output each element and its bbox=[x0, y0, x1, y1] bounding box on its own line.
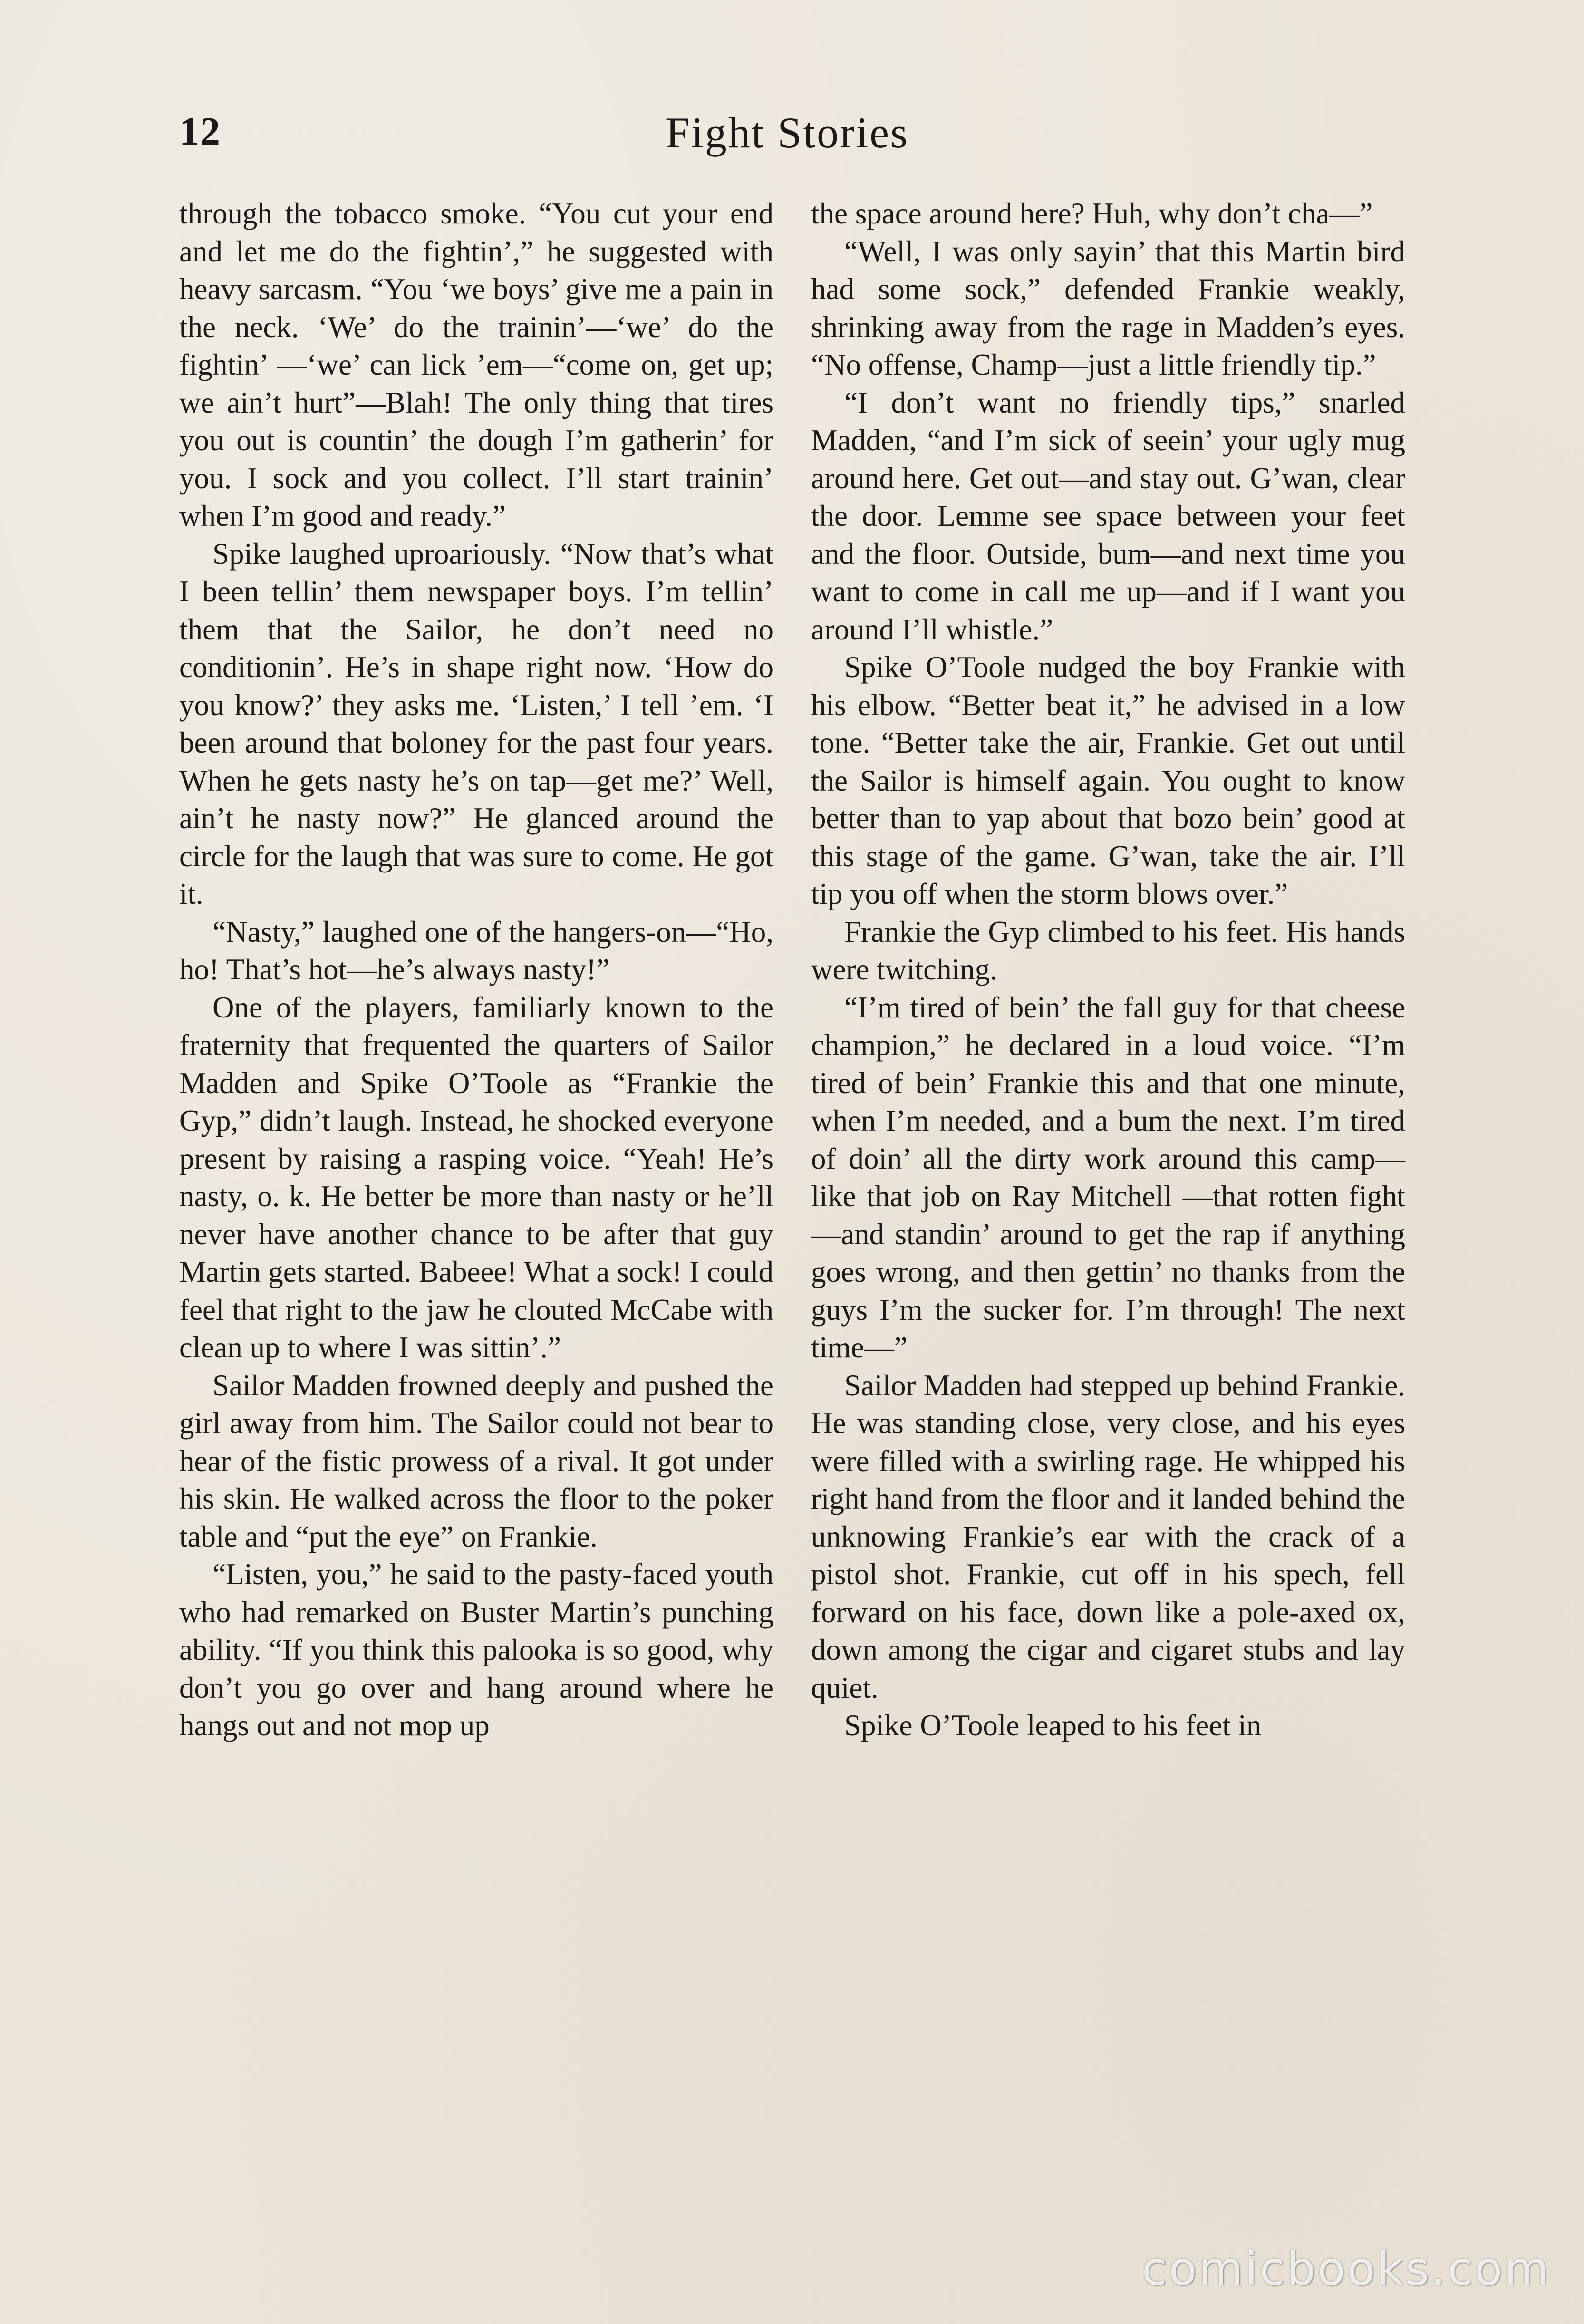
paragraph: through the tobacco smoke. “You cut your end and let me do the fightin’,” he suggested with heavy sarcasm. “You ‘we boys’ give me a pain in the neck. ‘We’ do the trainin’—‘we’ do the fightin’ —‘we’ can lick ’em—“come on, get up; we ain’t hurt”—Blah! The only thing that tires you out is countin’ the dough I’m gatherin’ for you. I sock and you collect. I’ll start trainin’ when I’m good and ready.” bbox=[179, 197, 773, 533]
paragraph: Spike O’Toole leaped to his feet in bbox=[844, 1709, 1262, 1742]
paragraph: One of the players, familiarly known to the fraternity that frequented the quarters of Sailor Madden and Spike O’Toole as “Frankie the Gyp,” didn’t laugh. Instead, he shocked everyone present by raising a rasping voice. “Yeah! He’s nasty, o. k. He better be more than nasty or he’ll never have another chance to be after that guy Martin gets started. Babeee! What a sock! I could feel that right to the jaw he clouted McCabe with clean up to where I was sittin’.” bbox=[179, 990, 773, 1364]
paragraph: Spike O’Toole nudged the boy Frankie with his elbow. “Better beat it,” he advised in a low tone. “Better take the air, Frankie. Get out until the Sailor is himself again. You ought to know better than to yap about that bozo bein’ good at this stage of the game. G’wan, take the air. I’ll tip you off when the storm blows over.” bbox=[811, 650, 1405, 910]
page-number: 12 bbox=[179, 109, 221, 154]
running-head-title: Fight Stories bbox=[666, 108, 909, 157]
paragraph: Sailor Madden had stepped up behind Frankie. He was standing close, very close, and his eyes were filled with a swirling rage. He whipped his right hand from the floor and it landed behind the unknowing Frankie’s ear with the crack of a pistol shot. Frankie, cut off in his spech, fell forward on his face, down like a pole-axed ox, down among the cigar and cigaret stubs and lay quiet. bbox=[811, 1368, 1405, 1704]
paragraph: the space around here? Huh, why don’t cha—” bbox=[811, 197, 1373, 230]
paragraph: “Listen, you,” he said to the pasty-faced youth who had remarked on Buster Martin’s punching ability. “If you think this palooka is so good, why don’t you go over and hang around where he hangs out and not mop up bbox=[179, 1558, 773, 1742]
paragraph: “I’m tired of bein’ the fall guy for that cheese champion,” he declared in a loud voice. “I’m tired of bein’ Frankie this and that one minute, when I’m needed, and a bum the next. I’m tired of doin’ all the dirty work around this camp—like that job on Ray Mitchell —that rotten fight—and standin’ around to get the rap if anything goes wrong, and then gettin’ no thanks from the guys I’m the sucker for. I’m through! The next time—” bbox=[811, 990, 1405, 1364]
paragraph: “Well, I was only sayin’ that this Martin bird had some sock,” defended Frankie weakly, shrinking away from the rage in Madden’s eyes. “No offense, Champ—just a little friendly tip.” bbox=[811, 234, 1405, 381]
watermark: comicbooks.com bbox=[1141, 2242, 1551, 2295]
left-column bbox=[179, 195, 773, 1745]
paragraph: “I don’t want no friendly tips,” snarled Madden, “and I’m sick of seein’ your ugly mug around here. Get out—and stay out. G’wan, clear the door. Lemme see space between your feet and the floor. Outside, bum—and next time you want to come in call me up—and if I want you around I’ll whistle.” bbox=[811, 386, 1405, 646]
right-column bbox=[811, 195, 1405, 1745]
paragraph: Sailor Madden frowned deeply and pushed the girl away from him. The Sailor could not bear to hear of the fistic prowess of a rival. It got under his skin. He walked across the floor to the poker table and “put the eye” on Frankie. bbox=[179, 1368, 773, 1553]
paragraph: Spike laughed uproariously. “Now that’s what I been tellin’ them newspaper boys. I’m tellin’ them that the Sailor, he don’t need no conditionin’. He’s in shape right now. ‘How do you know?’ they asks me. ‘Listen,’ I tell ’em. ‘I been around that boloney for the past four years. When he gets nasty he’s on tap—get me?’ Well, ain’t he nasty now?” He glanced around the circle for the laugh that was sure to come. He got it. bbox=[179, 537, 773, 910]
paragraph: “Nasty,” laughed one of the hangers-on—“Ho, ho! That’s hot—he’s always nasty!” bbox=[179, 915, 773, 986]
paragraph: Frankie the Gyp climbed to his feet. His hands were twitching. bbox=[811, 915, 1405, 986]
